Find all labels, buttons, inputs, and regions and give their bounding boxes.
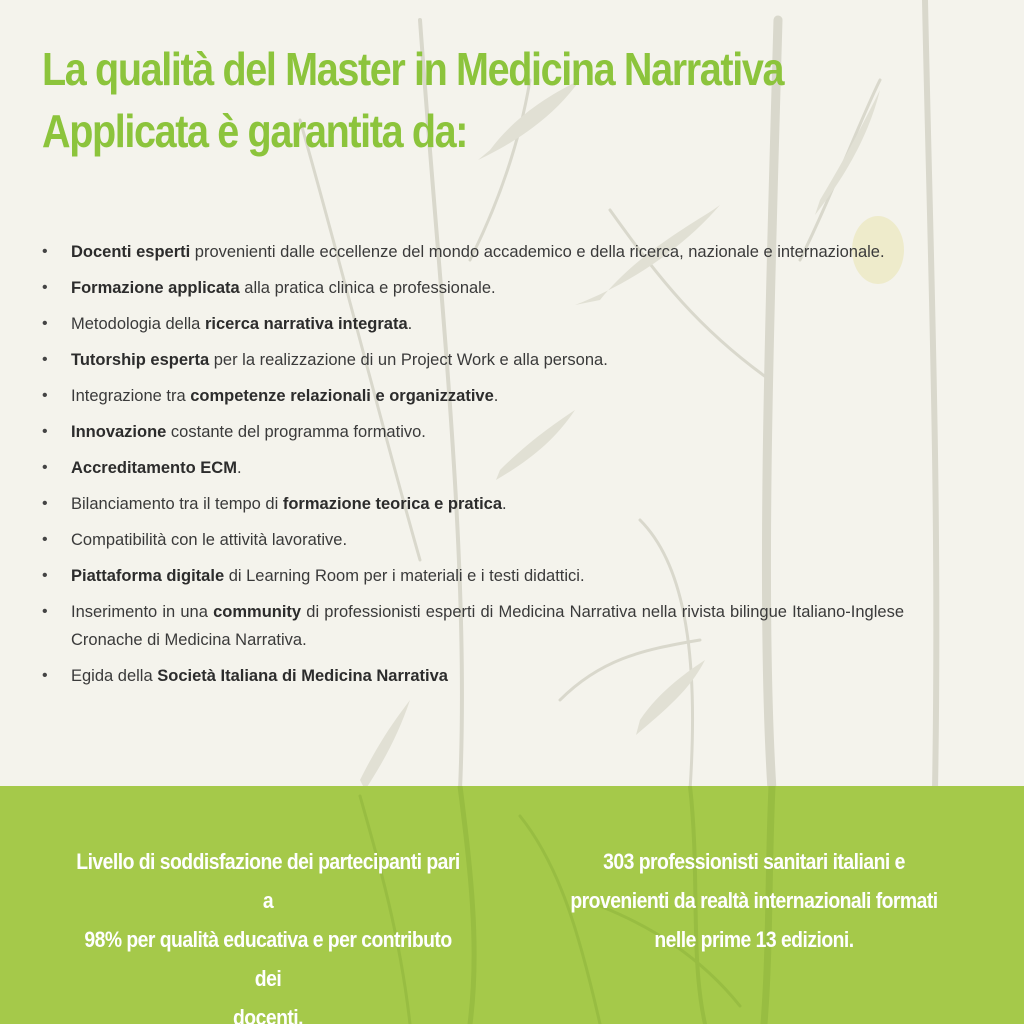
title-line-2: Applicata è garantita da: [42, 105, 468, 157]
bullet-dot-icon: • [42, 423, 48, 440]
page-title [42, 38, 816, 162]
bullet-dot-icon: • [42, 495, 48, 512]
bullet-dot-icon: • [42, 531, 48, 548]
list-item: • Egida della Società Italiana di Medicina Narrativa [42, 662, 904, 690]
list-item: • Innovazione costante del programma formativo. [42, 418, 904, 446]
list-item: • Accreditamento ECM. [42, 454, 904, 482]
bullet-dot-icon: • [42, 315, 48, 332]
bullet-dot-icon: • [42, 459, 48, 476]
stats-band [0, 786, 1024, 1024]
bullet-dot-icon: • [42, 667, 48, 684]
list-item: • Inserimento in una community di professionisti esperti di Medicina Narrativa nella rivista bilingue Italiano-Inglese Cronache di Medicina Narrativa. [42, 598, 904, 654]
bullet-dot-icon: • [42, 279, 48, 296]
list-item: • Metodologia della ricerca narrativa integrata. [42, 310, 904, 338]
list-item: • Compatibilità con le attività lavorative. [42, 526, 904, 554]
bullet-dot-icon: • [42, 351, 48, 368]
quality-features-list [42, 238, 904, 698]
bullet-dot-icon: • [42, 387, 48, 404]
bullet-dot-icon: • [42, 243, 48, 260]
list-item: • Formazione applicata alla pratica clinica e professionale. [42, 274, 904, 302]
list-item: • Bilanciamento tra il tempo di formazione teorica e pratica. [42, 490, 904, 518]
bullet-dot-icon: • [42, 567, 48, 584]
list-item: • Tutorship esperta per la realizzazione di un Project Work e alla persona. [42, 346, 904, 374]
list-item: • Integrazione tra competenze relazionali e organizzative. [42, 382, 904, 410]
title-line-1: La qualità del Master in Medicina Narrativa [42, 43, 784, 95]
satisfaction-stat: Livello di soddisfazione dei partecipanti pari a 98% per qualità educativa e per contributo dei docenti. [76, 849, 460, 1024]
list-item: • Docenti esperti provenienti dalle eccellenze del mondo accademico e della ricerca, nazionale e internazionale. [42, 238, 904, 266]
trained-professionals-stat: 303 professionisti sanitari italiani e provenienti da realtà internazionali formati nelle prime 13 edizioni. [570, 849, 938, 952]
bullet-dot-icon: • [42, 603, 48, 620]
list-item: • Piattaforma digitale di Learning Room per i materiali e i testi didattici. [42, 562, 904, 590]
